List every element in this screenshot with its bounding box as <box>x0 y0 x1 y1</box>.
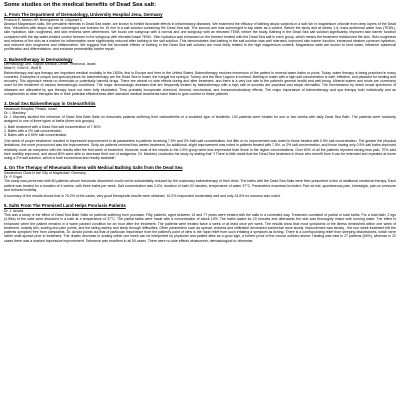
section-paragraph: Abstract Magnesium salts, the prevalent minerals in Dead Sea water, are known to exhibit favorable effects in inflammatory diseases. We examined the efficacy of bathing atopic subjects in a salt rich in magnesium chloride from deep layers of the Dead Sea. Volunteers with atopic dry skin submerged one forearm for 15 min in a salt solution containing 5% Dead Sea salt. The second arm was submerged in tap water as a control. Before the study and at weeks 1-6, trans-epidermal water loss (TEWL), skin hydration, skin roughness, and skin redness were determined. We found one subgroup with a normal and one subgroup with an elevated TEWL before the study. Bathing in the Dead Sea salt solution significantly improved skin barrier function compared with the tap water-treated control forearm in the subgroup with elevated basal TEWL. Skin hydration was enhanced on the forearm treated with the Dead Sea salt in each group, which means the treatment moisturized the skin. Skin roughness and redness of the skin as a marker for inflammation were significantly reduced after bathing in the salt solution. This demonstrates that bathing in the salt solution was well tolerated, improved skin barrier function, enhanced stratum corneum hydration, and reduced skin roughness and inflammation. We suggest that the favorable effects of bathing in the Dead Sea salt solution are most likely related to the high magnesium content. Magnesium salts are known to bind water, influence epidermal proliferation and differentiation, and enhance permeability barrier repair. <box>4 21 396 52</box>
study-section-4 <box>4 165 396 198</box>
section-authors: Dr. J. Arnold <box>4 209 24 213</box>
study-section-1 <box>4 12 396 52</box>
section-heading: 4. On The Therapy of Rheumatic Illness with Medical Bathing Salts from the Dead Sea <box>4 165 183 171</box>
section-paragraph: Dr. I. Machtey studied the influence of Dead Sea Bath Salts on rheumatic patients suffering from osteoarthritis or a localized type of tendinitis. 103 patients were treated for one or two weeks with daily Dead Sea Bath. The patients were randomly assigned to one of three types of baths (three sub groups). <box>4 115 396 124</box>
section-institution: Sanatorium Clinic in the City of Mayendarf, Germany <box>4 171 86 175</box>
section-authors: Dr. P. Engel <box>4 175 23 180</box>
treatment-list <box>4 125 396 138</box>
section-paragraph: This was a study of the effect of Dead Sea Bath Salts on patients suffering from psoriasis. Fifty patients, aged between 14 and 77 years were treated with the salts in a controlled way. Treatment consisted of partial or total baths. For a total bath, 2 kgs (4.5lbs) of the salts were dissolved in a bath at a temperature of 37°C. The partial baths were made with a concentration of about 10%. The baths lasted for 20 minutes and afterwards the skin was thoroughly rinsed with running water. The effect is enhanced when the patient remains in a warm packed condition for an hour after the treatment. The patients were treated twice a week or at least once per week. The results show that most symptoms of the illness diminished within one week of treatment, notably itch, scaling and pain points, and the falling asleep and sleep through difficulties. Other parameters such as spread, redness and infiltration decreased somewhat more slowly. Improvement was steady - the four week treatment left the patients symptom free from complaints. Dr. Arnold points out that of particular importance from the patient's point of view is the rapid relief from such irritating a symptom as itching. There is a corresponding relief from sleeping disturbances, which were rather wide-spread prior to treatment. The drastic decrease in scaling within one week can be interpreted by physician and patient alike as a good sign, a further proof of the course outlined above: Healing was total in 27 patients (54%), whereas in 22 cases there was a marked impressive improvement. Tolerance was excellent in all 50 cases. There were no side effects whatsoever, dermatological or otherwise. <box>4 213 396 243</box>
list-item: 2. Baths with a 2% salt concentration <box>4 128 62 133</box>
section-heading: 5. Salts From The Promised Land Helps Psoriasis Patients <box>4 203 126 209</box>
list-item: 3. Baths with a 0.50% salt concentration. <box>4 132 68 137</box>
section-paragraph: Balneotherapy and spa therapy are important medical modality in the 1800s, first in Europe and then in the United States. Balneotherapy involves immersion of the patient in mineral water baths or pools. Today, water therapy is being practiced in many countries. Examples of unique and special places for balneotherapy are the Dead Sea in Israel, the Kangal hot spring in Turkey, and the Blue Lagoon in Iceland. Bathing in water with a high salt concentration is safe, effective, and pleasant for healing and recovery. This approach needs no chemicals or potentially harmful drugs. There are almost no side effects during and after treatment, and there is a very low rate to the patient's general health and well-being. Mineral waters and muds are commonly used for the treatment of various dermatologic conditions. The major dermatologic diseases that are frequently treated by balneotherapy with a high rate of success are psoriasis and atopic dermatitis. The mechanisms by which broad spectrums of diseases are alleviated by spa therapy have not been fully elucidated. They probably incorporate chemical, thermal, mechanical, and immunomodulatory effects. The major importance of balneotherapy and spa therapy both individually and as complements to other therapies lies in their potential effectiveness after standard medical treatments have failed to give comfort to these patients. <box>4 70 396 96</box>
section-authors: Proksch E, Nissen HP, Bremgartner M, Urquhart C. <box>4 17 84 22</box>
section-authors: Dr. I. Machtey <box>4 110 26 115</box>
section-heading: 1. From The Department of Dermatology, University Hospital Jena, Germany <box>4 12 163 17</box>
study-section-5 <box>4 203 396 243</box>
section-paragraph: The study was performed with 80 patients whose rheumatic discomfort could not be substantially reduced by the customary balneotherapy of their clinic. The baths with the Dead Sea Salts were then prescribed in lieu of additional medicinal therapy. Each patient was treated for a duration of 4 weeks, with three baths per week. Salt concentration was 2.5%, duration of bath 20 minutes, temperature of water 37°C. Parameters examined included: Pain at rest, spontaneous pain, kinesalgia, pain on pressure and reduced mobility. <box>4 179 396 192</box>
section-institution: Dermatology Unit, Kaplan Medical Center, Rechovot, Israel. <box>4 62 97 67</box>
document-title: Some studies on the medical benefits of Dead Sea salt: <box>4 2 157 8</box>
study-section-3 <box>4 101 396 160</box>
study-section-2 <box>4 57 396 97</box>
section-paragraph: A summary of the results shows that in 76.2% of the cases, very good therapeutic results were obtained, 10.2% responded moderately well and only 13.6% no success was noted. <box>4 194 281 199</box>
section-heading: 3. Dead Sea Balneotherapy in Osteoarthritis <box>4 101 96 107</box>
section-authors: Matz H, Orion E, Wolf R. <box>4 66 43 71</box>
section-paragraph: One week of proper treatment: resulted in impressive improvement in all parameters in patients receiving 7.5% and 2% bath salt concentration, but little or no improvement was noted in those treated with 0.5% salt concentration. The greater the physical limitations, the more pronounced was the improvement. Sixty-six patients received two weeks treatment. An additional, slight improvement was noted in patients treated with 7.5%, or 2% salt concentration, and those having only 0.5% salt baths improved relatively more as compared with the results after the first week of treatment. However most of the results in the 0.5% group were less impressive than those in the higher concentrations. Over 80% of all the patients reported having less pain, 70% said their mobility improved, and about 80% were able to decrease their use of analgesics. Dr. Machtey concludes his study by stating that "f There is little doubt that the Dead Sea treatment in those who benefit from it can be extended and repeated at home using a 2% salt solution, which is both economical and readily available". <box>4 139 396 161</box>
section-institution: Hadassah Hospital, Petach, Israel <box>4 106 57 111</box>
section-heading: 2. Balneotherapy in Dermatology <box>4 56 73 62</box>
list-item: 1. Bath treatment with a Dead Sea salt concentration of 7.50% <box>4 124 101 129</box>
